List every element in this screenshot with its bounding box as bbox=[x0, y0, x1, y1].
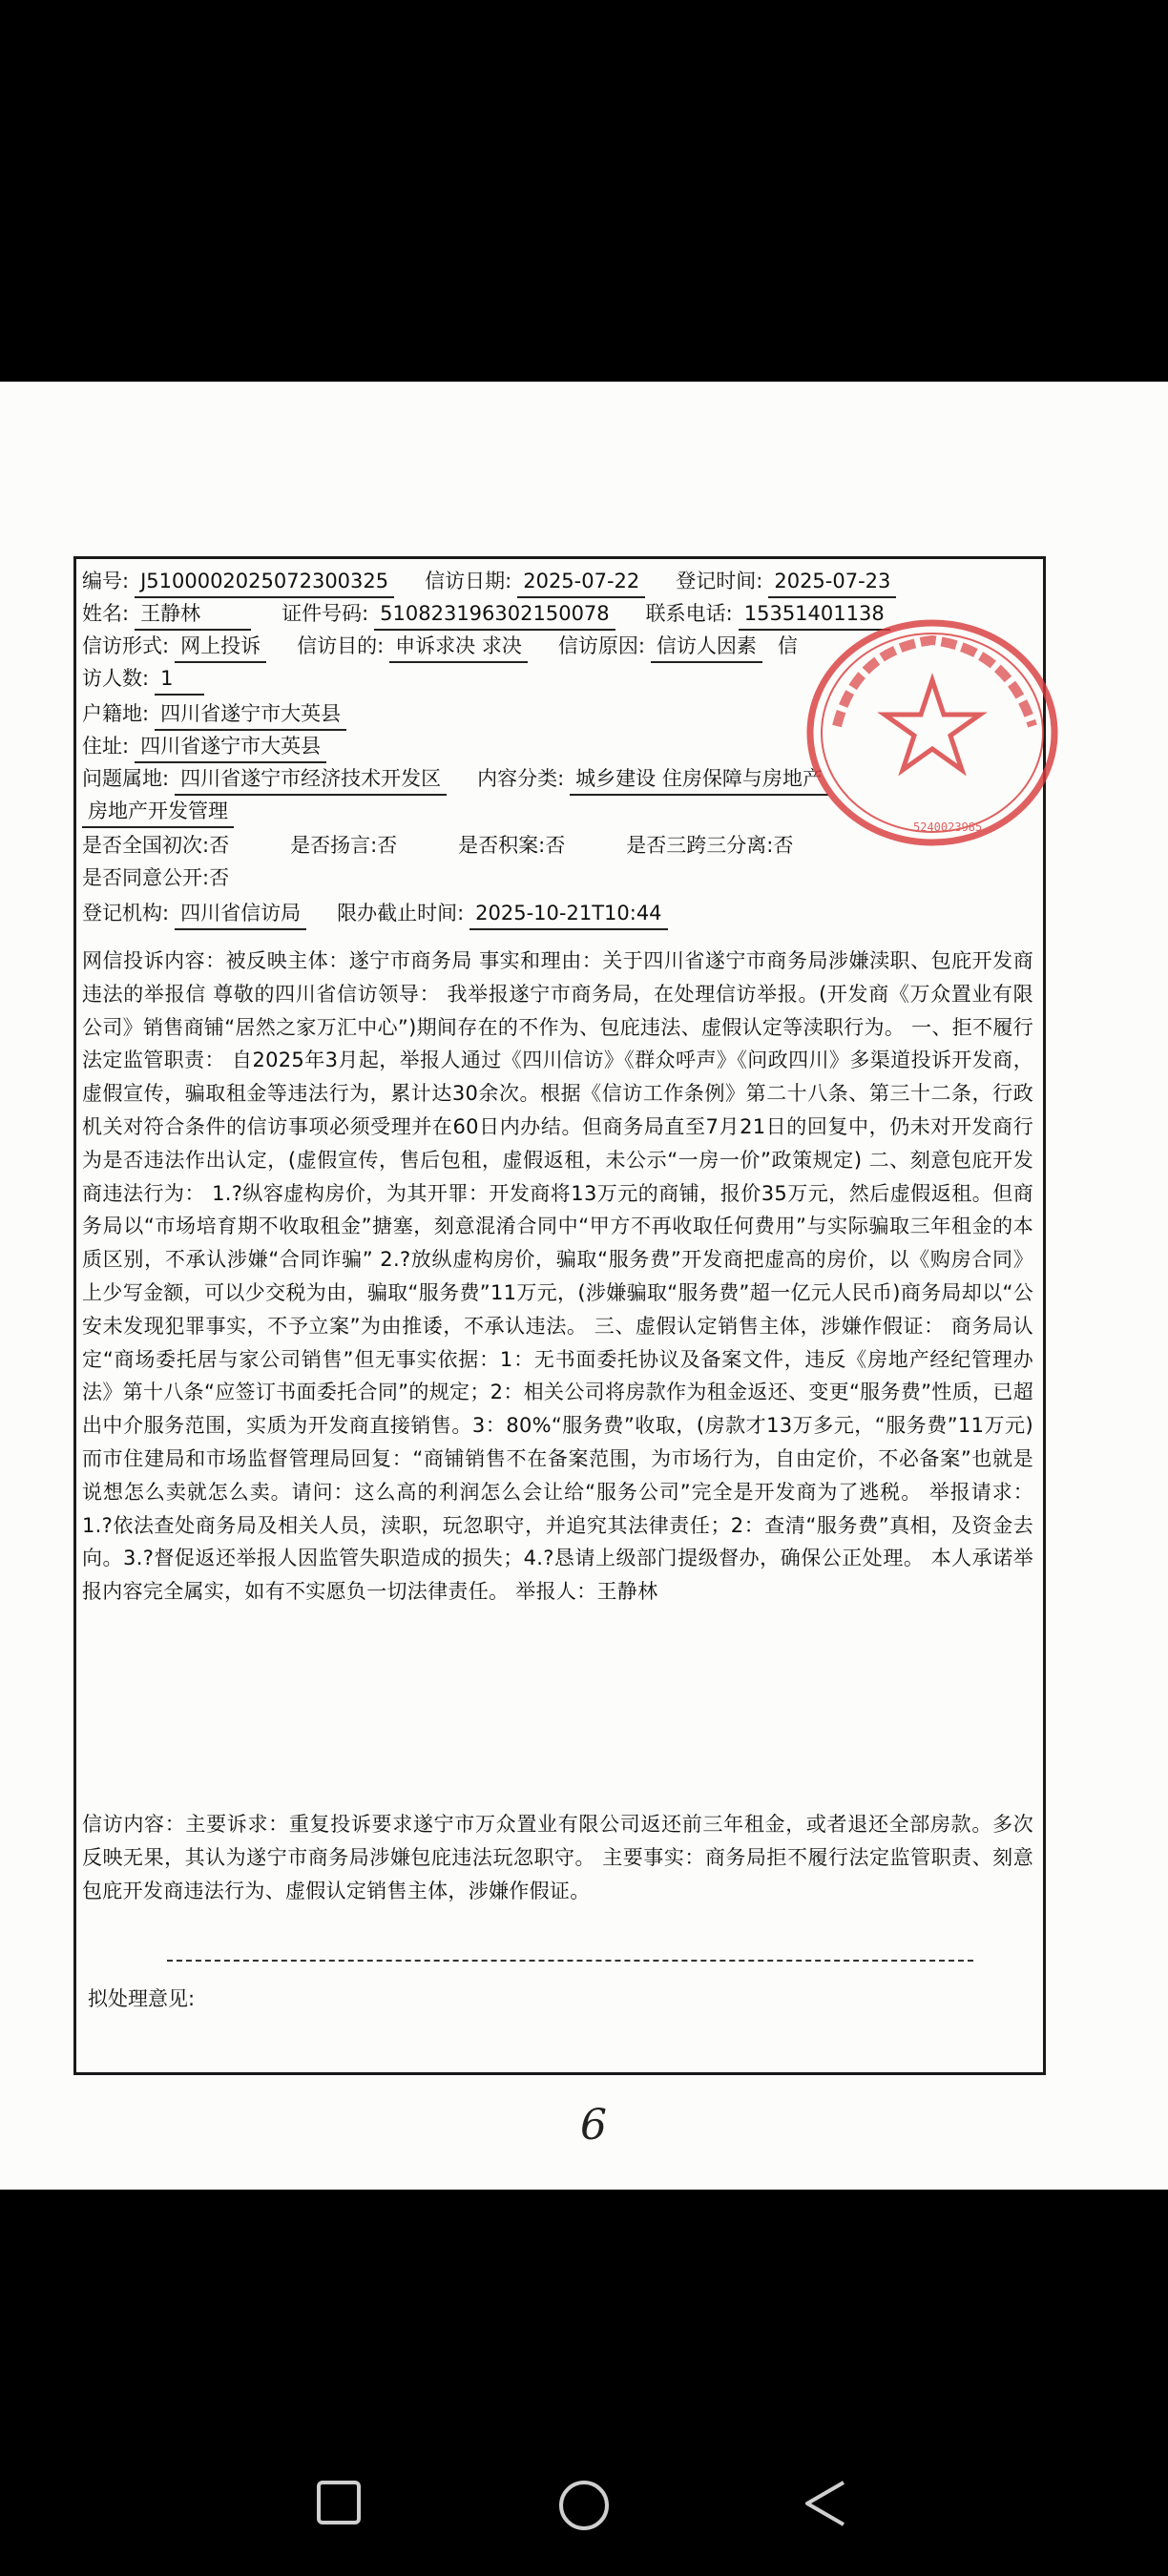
flag-first-label: 是否全国初次: bbox=[82, 834, 210, 857]
category-value-1: 城乡建设 住房保障与房地产 bbox=[570, 764, 828, 796]
opinion-label: 拟处理意见: bbox=[88, 1987, 196, 2010]
register-time-label: 登记时间: bbox=[676, 570, 763, 592]
category-value-2: 房地产开发管理 bbox=[82, 797, 234, 828]
flag-publicity-label: 是否扬言: bbox=[290, 834, 378, 857]
content-summary-text: 信访内容：主要诉求：重复投诉要求遂宁市万众置业有限公司返还前三年租金，或者退还全部房款。多次反映无果，其认为遂宁市商务局涉嫌包庇违法玩忽职守。 主要事实：商务局拒不履行法定监管职责、刻意包庇开发商违法行为、虚假认定销售主体，涉嫌作假证。 bbox=[82, 1813, 1033, 1902]
category-label: 内容分类: bbox=[477, 767, 565, 790]
household-value: 四川省遂宁市大英县 bbox=[155, 699, 346, 731]
flag-cross-value: 否 bbox=[773, 834, 794, 857]
address-label: 住址: bbox=[82, 735, 130, 758]
jurisdiction-value: 四川省遂宁市经济技术开发区 bbox=[175, 764, 447, 796]
flag-first-value: 否 bbox=[209, 834, 230, 857]
household-label: 户籍地: bbox=[82, 702, 150, 725]
reg-org-label: 登记机构: bbox=[82, 902, 170, 924]
home-button[interactable] bbox=[557, 2479, 611, 2532]
flag-backlog-value: 否 bbox=[545, 834, 566, 857]
divider-dashed bbox=[167, 1960, 973, 1962]
id-value: 510823196302150078 bbox=[374, 599, 615, 631]
flag-backlog-label: 是否积案: bbox=[458, 834, 546, 857]
visit-date-value: 2025-07-22 bbox=[517, 567, 645, 598]
row-reg-org bbox=[82, 899, 1037, 930]
square-icon bbox=[319, 2483, 359, 2523]
address-value: 四川省遂宁市大英县 bbox=[135, 732, 326, 763]
page-number: 6 bbox=[580, 2101, 607, 2150]
jurisdiction-label: 问题属地: bbox=[82, 767, 170, 790]
phone-value: 15351401138 bbox=[739, 599, 890, 631]
flag-agree-value: 否 bbox=[209, 866, 230, 889]
phone-label: 联系电话: bbox=[645, 602, 733, 625]
visit-date-label: 信访日期: bbox=[425, 570, 512, 592]
android-nav-bar bbox=[0, 2423, 1168, 2576]
triangle-back-icon bbox=[807, 2483, 844, 2524]
svg-text:5240023985: 5240023985 bbox=[913, 821, 983, 834]
id-label: 证件号码: bbox=[282, 602, 369, 625]
number-label: 编号: bbox=[82, 570, 130, 592]
form-type-value: 网上投诉 bbox=[175, 632, 266, 663]
form-type-label: 信访形式: bbox=[82, 634, 170, 657]
register-time-value: 2025-07-23 bbox=[768, 567, 896, 598]
back-button[interactable] bbox=[802, 2479, 849, 2528]
name-value: 王静林 bbox=[135, 599, 251, 631]
form-frame bbox=[73, 556, 1046, 2075]
flag-publicity-value: 否 bbox=[377, 834, 398, 857]
purpose-label: 信访目的: bbox=[297, 634, 385, 657]
recent-apps-button[interactable] bbox=[315, 2479, 363, 2526]
complaint-text: 网信投诉内容：被反映主体：遂宁市商务局 事实和理由：关于四川省遂宁市商务局涉嫌渎职、包庇开发商违法的举报信 尊敬的四川省信访领导： 我举报遂宁市商务局，在处理信访举报。(开发商《万众置业有限公司》销售商铺“居然之家万汇中心”)期间存在的不作为、包庇违法、虚假认定等渎职行为。 一、拒不履行法定监管职责： 自2025年3月起，举报人通过《四川信访》《群众呼声》《问政四川》多渠道投诉开发商，虚假宣传，骗取租金等违法行为，累计达30余次。根据《信访工作条例》第二十八条、第三十二条，行政机关对符合条件的信访事项必须受理并在60日内办结。但商务局直至7月21日的回复中，仍未对开发商行为是否违法作出认定，(虚假宣传，售后包租，虚假返租，未公示“一房一价”政策规定) 二、刻意包庇开发商违法行为： 1.?纵容虚构房价，为其开罪：开发商将13万元的商铺，报价35万元，然后虚假返租。但商务局以“市场培育期不收取租金”搪塞，刻意混淆合同中“甲方不再收取任何费用”与实际骗取三年租金的本质区别，不承认涉嫌“合同诈骗” 2.?放纵虚构房价，骗取“服务费”开发商把虚高的房价，以《购房合同》上少写金额，可以少交税为由，骗取“服务费”11万元，(涉嫌骗取“服务费”超一亿元人民币)商务局却以“公安未发现犯罪事实，不予立案”为由推诿，不承认违法。 三、虚假认定销售主体，涉嫌作假证： 商务局认定“商场委托居与家公司销售”但无事实依据：1：无书面委托协议及备案文件，违反《房地产经纪管理办法》第十八条“应签订书面委托合同”的规定；2：相关公司将房款作为租金返还、变更“服务费”性质，已超出中介服务范围，实质为开发商直接销售。3：80%“服务费”收取，(房款才13万多元，“服务费”11万元)而市住建局和市场监督管理局回复：“商铺销售不在备案范围，为市场行为，自由定价，不必备案”也就是说想怎么卖就怎么卖。请问：这么高的利润怎么会让给“服务公司”完全是开发商为了逃税。 举报请求： 1.?依法查处商务局及相关人员，渎职，玩忽职守，并追究其法律责任；2：查清“服务费”真相，及资金去向。3.?督促返还举报人因监管失职造成的损失；4.?恳请上级部门提级督办，确保公正处理。 本人承诺举报内容完全属实，如有不实愿负一切法律责任。 举报人：王静林 bbox=[82, 949, 1033, 1604]
visitor-count-prefix: 信 bbox=[777, 634, 798, 657]
visitor-count-label: 访人数: bbox=[82, 667, 150, 690]
row-agree bbox=[82, 863, 1037, 893]
deadline-value: 2025-10-21T10:44 bbox=[469, 899, 667, 930]
flag-cross-label: 是否三跨三分离: bbox=[626, 834, 774, 857]
visitor-count-value: 1 bbox=[155, 664, 204, 696]
number-value: J5100002025072300325 bbox=[135, 567, 394, 598]
circle-icon bbox=[561, 2483, 607, 2528]
name-label: 姓名: bbox=[82, 602, 130, 625]
flag-agree-label: 是否同意公开: bbox=[82, 866, 210, 889]
document-page bbox=[0, 382, 1168, 2190]
deadline-label: 限办截止时间: bbox=[337, 902, 465, 924]
purpose-value: 申诉求决 求决 bbox=[389, 632, 528, 663]
reg-org-value: 四川省信访局 bbox=[175, 899, 306, 930]
official-seal-stamp bbox=[799, 612, 1066, 855]
reason-label: 信访原因: bbox=[557, 634, 645, 657]
reason-value: 信访人因素 bbox=[651, 632, 762, 663]
row-number bbox=[82, 567, 1037, 598]
